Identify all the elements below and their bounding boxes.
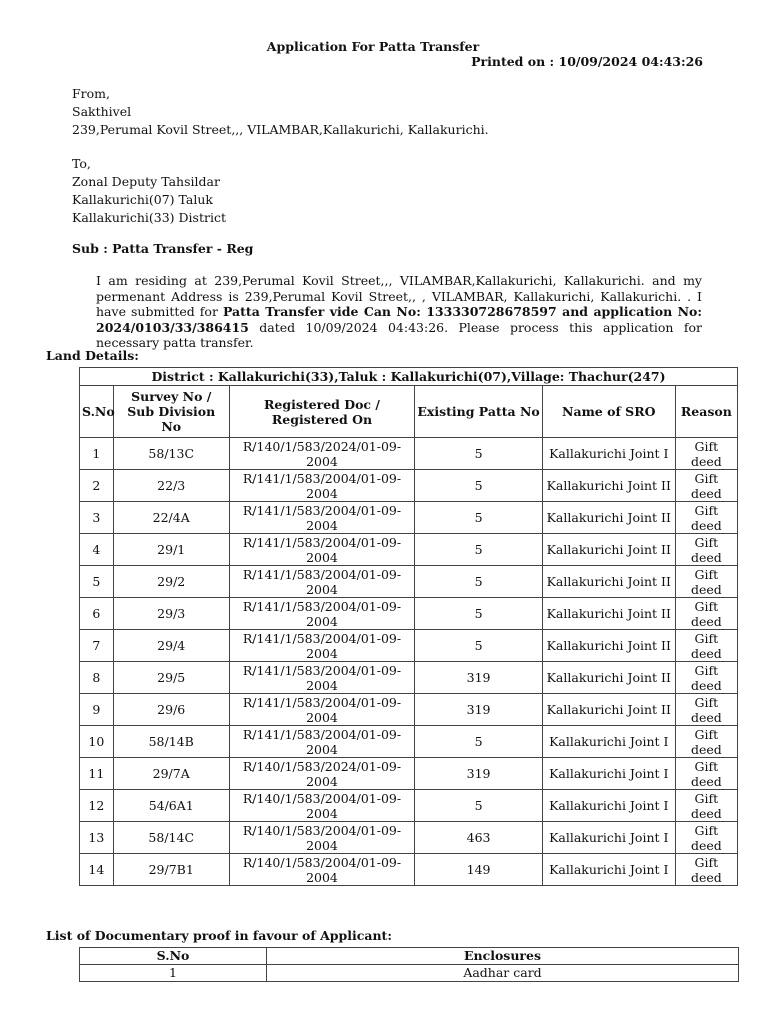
table-cell: Gift deed — [675, 630, 737, 662]
body-paragraph — [96, 273, 702, 351]
documentary-proof-heading: List of Documentary proof in favour of Applicant: — [46, 928, 392, 943]
table-cell: Kallakurichi Joint I — [542, 438, 675, 470]
table-cell: 54/6A1 — [113, 790, 229, 822]
table-row — [80, 822, 738, 854]
table-row — [80, 965, 739, 982]
land-details-table — [79, 367, 738, 886]
table-cell: 5 — [415, 502, 543, 534]
table-row — [80, 758, 738, 790]
table-cell: 29/3 — [113, 598, 229, 630]
table-row — [80, 726, 738, 758]
table-cell: 319 — [415, 758, 543, 790]
table-cell: R/141/1/583/2004/01-09-2004 — [229, 566, 415, 598]
table-cell: Gift deed — [675, 662, 737, 694]
table-cell: Gift deed — [675, 822, 737, 854]
table-cell: Gift deed — [675, 854, 737, 886]
table-cell: R/141/1/583/2004/01-09-2004 — [229, 694, 415, 726]
enclosure-column-headers — [80, 948, 739, 965]
to-label: To, — [72, 156, 91, 171]
table-cell: 5 — [415, 566, 543, 598]
table-cell: 29/2 — [113, 566, 229, 598]
table-cell: Kallakurichi Joint I — [542, 790, 675, 822]
table-cell: 149 — [415, 854, 543, 886]
table-cell: Kallakurichi Joint I — [542, 822, 675, 854]
table-row — [80, 598, 738, 630]
table-cell: Gift deed — [675, 502, 737, 534]
table-cell: Gift deed — [675, 534, 737, 566]
table-cell: 12 — [80, 790, 114, 822]
table-cell: Gift deed — [675, 438, 737, 470]
table-cell: 22/3 — [113, 470, 229, 502]
recipient-title: Zonal Deputy Tahsildar — [72, 174, 220, 189]
table-row — [80, 662, 738, 694]
from-block — [72, 85, 489, 139]
table-row — [80, 502, 738, 534]
land-table-body — [80, 438, 738, 886]
table-cell: R/141/1/583/2004/01-09-2004 — [229, 534, 415, 566]
printed-on-timestamp: Printed on : 10/09/2024 04:43:26 — [471, 54, 703, 69]
table-cell: Gift deed — [675, 694, 737, 726]
table-row — [80, 438, 738, 470]
table-cell: 10 — [80, 726, 114, 758]
table-cell: R/140/1/583/2024/01-09-2004 — [229, 758, 415, 790]
table-cell: 29/7A — [113, 758, 229, 790]
table-cell: 319 — [415, 662, 543, 694]
table-cell: R/141/1/583/2004/01-09-2004 — [229, 470, 415, 502]
table-cell: R/141/1/583/2004/01-09-2004 — [229, 630, 415, 662]
table-row — [80, 694, 738, 726]
table-cell: Kallakurichi Joint II — [542, 694, 675, 726]
table-cell: 29/6 — [113, 694, 229, 726]
table-cell: 3 — [80, 502, 114, 534]
table-cell: 5 — [415, 534, 543, 566]
land-column-header: Reason — [675, 386, 737, 438]
applicant-address: 239,Perumal Kovil Street,,, VILAMBAR,Kallakurichi, Kallakurichi. — [72, 122, 489, 137]
table-cell: R/141/1/583/2004/01-09-2004 — [229, 726, 415, 758]
subject-line: Sub : Patta Transfer - Reg — [72, 241, 254, 256]
table-cell: 2 — [80, 470, 114, 502]
table-cell: Kallakurichi Joint II — [542, 502, 675, 534]
table-cell: 8 — [80, 662, 114, 694]
table-cell: R/140/1/583/2024/01-09-2004 — [229, 438, 415, 470]
table-cell: 1 — [80, 965, 267, 982]
table-cell: 9 — [80, 694, 114, 726]
body-text-2: dated 10/09/2024 04:43:26. Please process this application for necessary patta transfer. — [96, 319, 702, 350]
enclosures-table — [79, 947, 739, 982]
table-cell: 29/1 — [113, 534, 229, 566]
table-cell: 5 — [415, 598, 543, 630]
table-row — [80, 630, 738, 662]
table-row — [80, 566, 738, 598]
table-cell: Aadhar card — [267, 965, 739, 982]
recipient-district: Kallakurichi(33) District — [72, 210, 226, 225]
land-details-heading: Land Details: — [46, 348, 139, 363]
table-cell: Gift deed — [675, 566, 737, 598]
table-cell: 22/4A — [113, 502, 229, 534]
table-cell: 7 — [80, 630, 114, 662]
table-cell: Kallakurichi Joint II — [542, 534, 675, 566]
table-row — [80, 790, 738, 822]
table-cell: Gift deed — [675, 758, 737, 790]
application-reference: Patta Transfer vide Can No: 133330728678597 and application No: 2024/0103/33/386415 — [96, 304, 702, 335]
enclosures-table-body — [80, 965, 739, 982]
table-cell: 5 — [415, 470, 543, 502]
table-cell: 5 — [415, 790, 543, 822]
table-row — [80, 470, 738, 502]
table-cell: Kallakurichi Joint II — [542, 566, 675, 598]
recipient-taluk: Kallakurichi(07) Taluk — [72, 192, 213, 207]
table-cell: 1 — [80, 438, 114, 470]
land-column-header: Existing Patta No — [415, 386, 543, 438]
table-cell: 58/13C — [113, 438, 229, 470]
table-cell: R/140/1/583/2004/01-09-2004 — [229, 854, 415, 886]
table-cell: 29/5 — [113, 662, 229, 694]
table-cell: Kallakurichi Joint II — [542, 630, 675, 662]
table-cell: R/141/1/583/2004/01-09-2004 — [229, 502, 415, 534]
document-title: Application For Patta Transfer — [266, 39, 480, 54]
table-cell: R/140/1/583/2004/01-09-2004 — [229, 822, 415, 854]
table-cell: 29/4 — [113, 630, 229, 662]
table-cell: 14 — [80, 854, 114, 886]
table-cell: 11 — [80, 758, 114, 790]
table-cell: Gift deed — [675, 790, 737, 822]
table-cell: R/141/1/583/2004/01-09-2004 — [229, 598, 415, 630]
table-cell: Kallakurichi Joint II — [542, 598, 675, 630]
table-cell: 5 — [415, 630, 543, 662]
land-column-header: Name of SRO — [542, 386, 675, 438]
table-cell: 5 — [80, 566, 114, 598]
land-column-header: S.No — [80, 386, 114, 438]
from-label: From, — [72, 86, 111, 101]
table-cell: 5 — [415, 726, 543, 758]
table-cell: 463 — [415, 822, 543, 854]
land-location-header: District : Kallakurichi(33),Taluk : Kallakurichi(07),Village: Thachur(247) — [80, 368, 738, 386]
to-block — [72, 155, 226, 227]
enclosure-column-header: S.No — [80, 948, 267, 965]
table-cell: Kallakurichi Joint II — [542, 662, 675, 694]
table-cell: Gift deed — [675, 726, 737, 758]
table-cell: Gift deed — [675, 470, 737, 502]
land-column-headers — [80, 386, 738, 438]
table-cell: 29/7B1 — [113, 854, 229, 886]
table-cell: Gift deed — [675, 598, 737, 630]
table-cell: 58/14B — [113, 726, 229, 758]
table-cell: Kallakurichi Joint I — [542, 854, 675, 886]
table-cell: 5 — [415, 438, 543, 470]
table-cell: R/141/1/583/2004/01-09-2004 — [229, 662, 415, 694]
table-cell: 13 — [80, 822, 114, 854]
table-cell: 4 — [80, 534, 114, 566]
table-row — [80, 854, 738, 886]
enclosure-column-header: Enclosures — [267, 948, 739, 965]
body-text-1: I am residing at 239,Perumal Kovil Street,,, VILAMBAR,Kallakurichi, Kallakurichi. and my permenant Address is 239,Perumal Kovil Street,, , VILAMBAR, Kallakurichi, Kallakurichi. . I have submitted for — [96, 273, 702, 319]
land-column-header: Registered Doc / Registered On — [229, 386, 415, 438]
table-cell: Kallakurichi Joint I — [542, 726, 675, 758]
table-cell: 58/14C — [113, 822, 229, 854]
table-cell: Kallakurichi Joint II — [542, 470, 675, 502]
table-row — [80, 534, 738, 566]
table-cell: 6 — [80, 598, 114, 630]
land-column-header: Survey No / Sub Division No — [113, 386, 229, 438]
table-cell: R/140/1/583/2004/01-09-2004 — [229, 790, 415, 822]
table-cell: Kallakurichi Joint I — [542, 758, 675, 790]
applicant-name: Sakthivel — [72, 104, 132, 119]
table-cell: 319 — [415, 694, 543, 726]
